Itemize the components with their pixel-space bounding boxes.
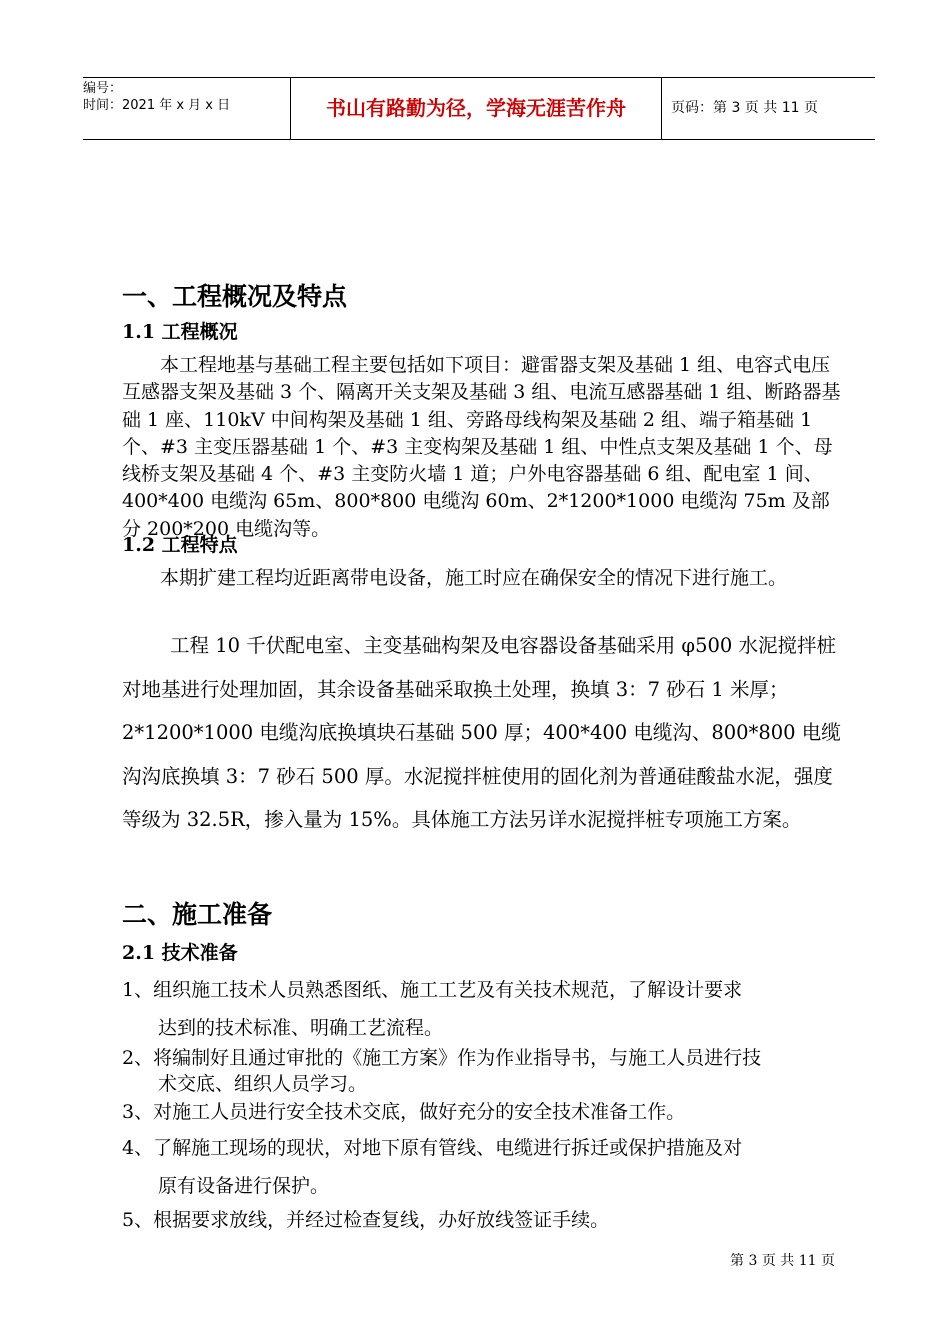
subsection-1-1-title: 1.1 工程概况 bbox=[122, 321, 238, 343]
document-number-label: 编号： bbox=[83, 81, 123, 96]
list-item bbox=[122, 1045, 844, 1096]
subsection-1-2-text-1: 本期扩建工程均近距离带电设备，施工时应在确保安全的情况下进行施工。 bbox=[160, 567, 788, 589]
list-item-line: 2、将编制好且通过审批的《施工方案》作为作业指导书，与施工人员进行技 bbox=[122, 1047, 762, 1069]
section-2-title: 二、施工准备 bbox=[122, 900, 273, 929]
list-item bbox=[122, 1134, 844, 1200]
header-page-number: 页码：第 3 页 共 11 页 bbox=[671, 100, 818, 116]
document-time-label: 时间：2021 年 x 月 x 日 bbox=[83, 98, 231, 113]
section-1-title: 一、工程概况及特点 bbox=[122, 282, 348, 311]
page-header bbox=[83, 77, 875, 140]
list-item-line: 3、对施工人员进行安全技术交底，做好充分的安全技术准备工作。 bbox=[122, 1101, 686, 1123]
list-item-line: 4、了解施工现场的现状，对地下原有管线、电缆进行拆迁或保护措施及对 bbox=[122, 1137, 743, 1159]
subsection-2-1-title: 2.1 技术准备 bbox=[122, 942, 238, 964]
list-item bbox=[122, 1206, 844, 1234]
list-item-continuation: 达到的技术标准、明确工艺流程。 bbox=[158, 1017, 444, 1039]
list-item-continuation: 原有设备进行保护。 bbox=[158, 1175, 330, 1197]
list-item bbox=[122, 1098, 844, 1126]
list-item-line: 1、组织施工技术人员熟悉图纸、施工工艺及有关技术规范，了解设计要求 bbox=[122, 979, 743, 1001]
list-item-line: 5、根据要求放线，并经过检查复线，办好放线签证手续。 bbox=[122, 1209, 610, 1231]
subsection-1-2-title: 1.2 工程特点 bbox=[122, 534, 238, 556]
subsection-1-2-text-2: 工程 10 千伏配电室、主变基础构架及电容器设备基础采用 φ500 水泥搅拌桩对地基进行处理加固，其余设备基础采取换土处理，换填 3：7 砂石 1 米厚；2*1200*1000 电缆沟底换填块石基础 500 厚；400*400 电缆沟、800*800 电缆沟沟底换填 3：7 砂石 500 厚。水泥搅拌桩使用的固化剂为普通硅酸盐水泥，强度等级为 32.5R，掺入量为 15%。具体施工方法另详水泥搅拌桩专项施工方案。 bbox=[122, 634, 841, 831]
list-item bbox=[122, 976, 844, 1042]
list-item-continuation: 术交底、组织人员学习。 bbox=[158, 1073, 368, 1095]
subsection-1-1-text: 本工程地基与基础工程主要包括如下项目：避雷器支架及基础 1 组、电容式电压互感器支架及基础 3 个、隔离开关支架及基础 3 组、电流互感器基础 1 组、断路器基础 1 座、110kV 中间构架及基础 1 组、旁路母线构架及基础 2 组、端子箱基础 1 个、#3 主变压器基础 1 个、#3 主变构架及基础 1 组、中性点支架及基础 1 个、母线桥支架及基础 4 个、#3 主变防火墙 1 道；户外电容器基础 6 组、配电室 1 间、400*400 电缆沟 65m、800*800 电缆沟 60m、2*1200*1000 电缆沟 75m 及部分 200*200 电缆沟等。 bbox=[122, 354, 841, 540]
page-footer-number: 第 3 页 共 11 页 bbox=[730, 1253, 835, 1269]
header-motto: 书山有路勤为径，学海无涯苦作舟 bbox=[290, 78, 662, 139]
header-meta bbox=[83, 78, 290, 141]
